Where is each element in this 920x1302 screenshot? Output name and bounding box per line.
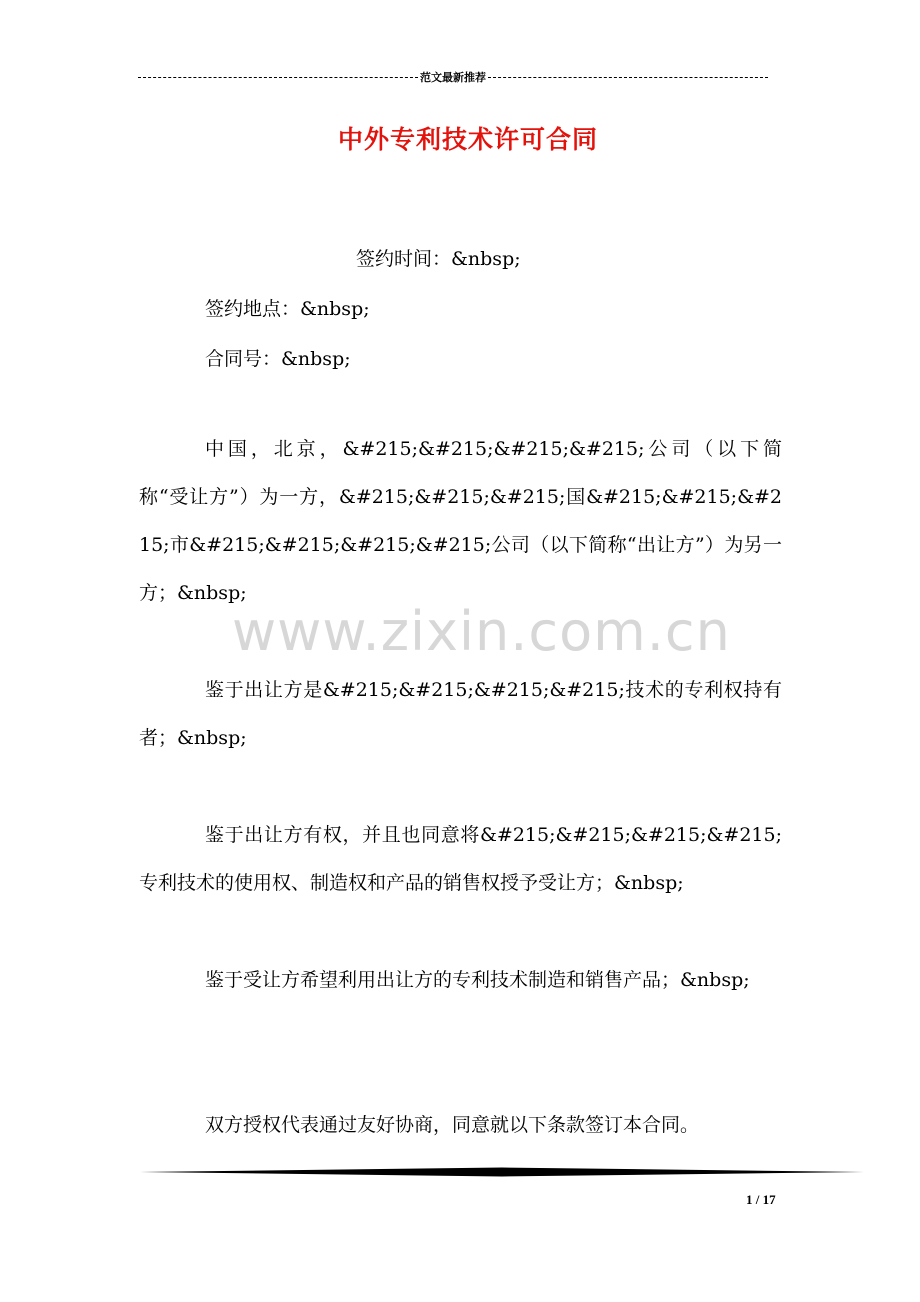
document-title: 中外专利技术许可合同 (337, 125, 598, 154)
sign-time: 签约时间：&nbsp; (356, 248, 521, 270)
watermark: www.zixin.com.cn (232, 600, 731, 663)
page-header (138, 68, 768, 86)
paragraph-whereas-3: 鉴于受让方希望利用出让方的专利技术制造和销售产品；&nbsp; (205, 969, 750, 991)
header-dash-right (488, 77, 768, 78)
header-dash-left (138, 77, 418, 78)
paragraph-whereas-1: 鉴于出让方是&#215;&#215;&#215;&#215;技术的专利权持有者；&nbsp; (139, 679, 782, 749)
footer-rule (140, 1166, 864, 1178)
header-label: 范文最新推荐 (420, 71, 486, 84)
page-number: 1 / 17 (746, 1192, 776, 1207)
contract-number: 合同号：&nbsp; (205, 348, 351, 370)
paragraph-agreement: 双方授权代表通过友好协商，同意就以下条款签订本合同。 (205, 1114, 700, 1136)
paragraph-parties: 中国，北京，&#215;&#215;&#215;&#215;公司（以下简称“受让方”）为一方，&#215;&#215;&#215;国&#215;&#215;&#215;市&#215;&#215;&#215;&#215;公司（以下简称“出让方”）为另一方；&nbsp; (139, 438, 782, 604)
paragraph-whereas-2: 鉴于出让方有权，并且也同意将&#215;&#215;&#215;&#215;专利技术的使用权、制造权和产品的销售权授予受让方；&nbsp; (139, 824, 782, 894)
sign-place: 签约地点：&nbsp; (205, 298, 370, 320)
